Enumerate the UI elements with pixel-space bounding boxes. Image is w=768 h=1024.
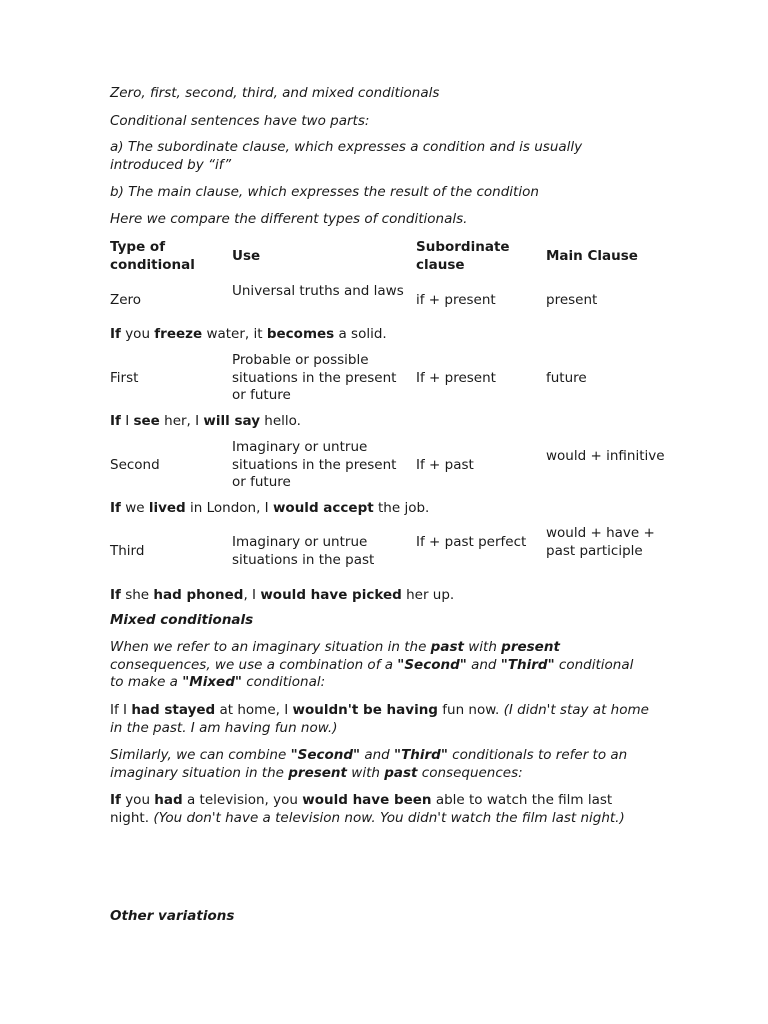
text-run: would accept — [272, 500, 374, 516]
text-run: "Third" — [394, 747, 448, 763]
row-type: Second — [110, 457, 160, 473]
text-run: consequences: — [417, 764, 523, 781]
mixed-para-2 — [110, 747, 650, 782]
text-run: (I didn't stay at home in the past. I am having fun now.) — [110, 702, 649, 736]
header-type: Type of conditional — [110, 239, 195, 273]
text-run: we — [120, 500, 149, 516]
other-variations-heading: Other variations — [110, 908, 235, 924]
text-run: able to watch the film last night. — [110, 792, 613, 826]
text-run: conditional to make a — [110, 656, 634, 690]
row-subordinate: if + present — [416, 292, 496, 308]
text-run: When we refer to an imaginary situation in the — [110, 639, 431, 655]
text-run: in London, I — [185, 500, 273, 516]
text-run: with — [463, 639, 502, 655]
text-run: "Second" — [397, 656, 467, 673]
text-run: a solid. — [334, 326, 387, 342]
text-run: lived — [148, 500, 186, 516]
text-run: hello. — [260, 413, 301, 429]
text-run: If I — [110, 702, 132, 718]
page-title: Zero, first, second, third, and mixed conditionals — [110, 85, 440, 101]
text-run: and — [360, 747, 395, 763]
text-run: will say — [203, 413, 260, 429]
text-run: had stayed — [131, 702, 216, 718]
row-use: Imaginary or untrue situations in the present or future — [232, 439, 397, 490]
row-main: future — [546, 370, 587, 386]
text-run: "Mixed" — [182, 674, 242, 690]
mixed-heading: Mixed conditionals — [110, 612, 254, 628]
text-run: had — [154, 792, 183, 808]
text-run: past — [430, 639, 464, 655]
row-type: Zero — [110, 292, 142, 308]
row-subordinate: If + past — [416, 457, 474, 473]
text-run: (You don't have a television now. You didn't watch the film last night.) — [153, 809, 625, 826]
row-main: would + infinitive — [546, 448, 665, 464]
text-run: a television, you — [182, 792, 303, 808]
row-example — [110, 326, 650, 344]
text-run: conditional: — [241, 674, 326, 690]
compare-text: Here we compare the different types of conditionals. — [110, 211, 468, 227]
text-run: her, I — [159, 413, 204, 429]
row-subordinate: If + present — [416, 370, 496, 386]
text-run: consequences, we use a combination of a — [110, 656, 398, 673]
text-run: becomes — [266, 326, 335, 342]
text-run: present — [288, 764, 347, 781]
text-run: Similarly, we can combine — [110, 747, 291, 763]
row-example — [110, 500, 650, 518]
part-a-text: a) The subordinate clause, which expresses a condition and is usually introduced by “if” — [110, 139, 583, 173]
text-run: see — [133, 413, 160, 429]
text-run: If — [110, 587, 121, 603]
text-run: water, it — [202, 326, 267, 342]
text-run: at home, I — [215, 702, 293, 718]
text-run: had phoned — [153, 587, 244, 603]
text-run: conditionals to refer to an imaginary situation in the — [110, 747, 628, 781]
row-use: Universal truths and laws — [232, 283, 404, 299]
text-run: freeze — [154, 326, 203, 342]
text-run: "Third" — [500, 656, 555, 673]
header-subordinate: Subordinate clause — [416, 239, 510, 273]
text-run: If — [110, 500, 121, 516]
text-run: wouldn't be having — [292, 702, 438, 718]
text-run: you — [120, 792, 155, 808]
row-subordinate: If + past perfect — [416, 534, 527, 550]
text-run: If — [110, 413, 121, 429]
header-main: Main Clause — [546, 248, 638, 264]
row-example — [110, 413, 650, 431]
text-run: her up. — [401, 587, 455, 603]
text-run: I — [120, 413, 134, 429]
mixed-example-1 — [110, 702, 650, 737]
mixed-example-2 — [110, 792, 650, 827]
text-run: past — [384, 764, 418, 781]
row-main: would + have + past participle — [546, 525, 655, 559]
row-use: Imaginary or untrue situations in the past — [232, 534, 375, 568]
text-run: you — [120, 326, 155, 342]
text-run: the job. — [373, 500, 430, 516]
text-run: would have picked — [260, 587, 402, 603]
text-run: she — [120, 587, 154, 603]
text-run: present — [501, 639, 560, 655]
part-b-text: b) The main clause, which expresses the result of the condition — [110, 184, 539, 200]
intro-text: Conditional sentences have two parts: — [110, 113, 370, 129]
text-run: If — [110, 326, 121, 342]
row-type: First — [110, 370, 139, 386]
row-use: Probable or possible situations in the present or future — [232, 352, 397, 403]
text-run: with — [347, 764, 385, 781]
text-run: If — [110, 792, 121, 808]
mixed-para-1 — [110, 639, 650, 692]
text-run: and — [466, 656, 501, 673]
header-use: Use — [232, 248, 261, 264]
text-run: "Second" — [290, 747, 361, 763]
text-run: , I — [243, 587, 261, 603]
text-run: would have been — [302, 792, 432, 808]
text-run: fun now. — [437, 702, 504, 718]
row-main: present — [546, 292, 598, 308]
row-example — [110, 587, 650, 605]
row-type: Third — [110, 543, 145, 559]
